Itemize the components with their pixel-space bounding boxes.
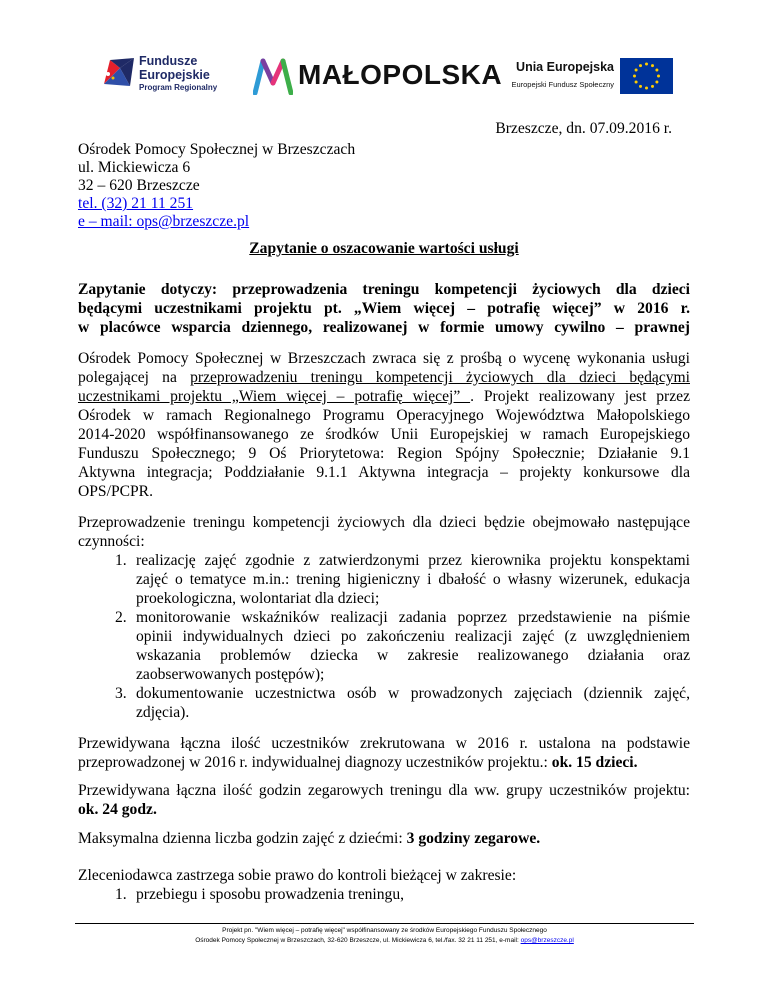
sender-city: 32 – 620 Brzeszcze <box>78 177 200 194</box>
project-name: uczestnikami projektu „Wiem więcej – potrafię więcej” <box>78 388 471 405</box>
control-paragraph <box>78 866 690 885</box>
list-item-number: 1. <box>115 886 127 903</box>
intro-line: Aktywna integracja; Poddziałanie 9.1.1 Aktywna integracja – projekty konkursowe dla <box>78 464 690 481</box>
list-item-line: opinii indywidualnych dzieci po zakończeniu realizacji zajęć (z uwzględnieniem <box>136 628 690 645</box>
malopolska-m-icon <box>253 57 293 95</box>
daily-hours: 3 godziny zegarowe. <box>406 830 541 847</box>
intro-line: OPS/PCPR. <box>78 483 153 500</box>
eu-logo <box>508 58 673 98</box>
sender-name: Ośrodek Pomocy Społecznej w Brzeszczach <box>78 141 356 158</box>
intro-paragraph <box>78 349 690 501</box>
footer-line-1: Projekt pn. "Wiem więcej – potrafię więcej" współfinansowany ze środków Europejskiego Funduszu Społecznego <box>222 927 547 934</box>
eu-line2: Europejski Fundusz Społeczny <box>511 80 614 89</box>
daily-paragraph <box>78 829 690 848</box>
scope-line: czynności: <box>78 533 145 550</box>
daily-line: Maksymalna dzienna liczba godzin zajęć z dziećmi: 3 godziny zegarowe. <box>78 830 541 847</box>
subject-paragraph <box>78 280 690 337</box>
participants-line: przeprowadzonej w 2016 r. indywidualnej diagnozy uczestników projektu.: ok. 15 dzieci. <box>78 754 638 771</box>
document-title: Zapytanie o oszacowanie wartości usługi <box>249 240 519 257</box>
intro-line: uczestnikami projektu „Wiem więcej – potrafię więcej” . Projekt realizowany jest przez <box>78 388 690 405</box>
list-item-number: 3. <box>115 685 127 702</box>
eu-line1: Unia Europejska <box>516 60 614 74</box>
subject-line: w placówce wsparcia dziennego, realizowanej w formie umowy cywilno – prawnej <box>78 319 690 336</box>
malopolska-text: MAŁOPOLSKA <box>298 59 503 90</box>
sender-street: ul. Mickiewicza 6 <box>78 159 191 176</box>
list-item-line: dokumentowanie uczestnictwa osób w prowadzonych zajęciach (dziennik zajęć, <box>136 685 690 702</box>
participants-line: Przewidywana łączna ilość uczestników zrekrutowana w 2016 r. ustalona na podstawie <box>78 735 690 752</box>
email-link[interactable]: e – mail: ops@brzeszcze.pl <box>78 213 250 230</box>
list-item-number: 1. <box>115 552 127 569</box>
list-item-line: monitorowanie wskaźników realizacji zadania poprzez przedstawienie na piśmie <box>136 609 690 626</box>
hours-line: Przewidywana łączna ilość godzin zegarowych treningu dla ww. grupy uczestników projektu: <box>78 782 690 799</box>
fe-line3: Program Regionalny <box>139 83 218 92</box>
fe-line2: Europejskie <box>139 68 210 82</box>
sender-address <box>78 141 355 231</box>
document-date: Brzeszcze, dn. 07.09.2016 r. <box>495 120 672 137</box>
list-item-line: wskazania problemów dziecka w zakresie realizowanego działania oraz <box>136 647 690 664</box>
fundusze-europejskie-logo <box>98 52 250 100</box>
fe-line1: Fundusze <box>139 54 198 68</box>
list-item-line: zdjęcia). <box>136 704 190 721</box>
participants-count: ok. 15 dzieci. <box>551 754 638 771</box>
list-item-line: realizację zajęć zgodnie z zatwierdzonymi przez kierownika projektu konspektami <box>136 552 690 569</box>
list-item-line: proekologiczna, wolontariat dla dzieci; <box>136 590 380 607</box>
participants-paragraph <box>78 734 690 772</box>
intro-line: polegającej na przeprowadzeniu treningu kompetencji życiowych dla dzieci będącymi <box>78 369 690 386</box>
subject-line: będącymi uczestnikami projektu pt. „Wiem więcej – potrafię więcej” w 2016 r. <box>78 300 690 317</box>
intro-line: Ośrodek Pomocy Społecznej w Brzeszczach zwraca się z prośbą o wycenę wykonania usługi <box>78 350 690 367</box>
control-line: Zleceniodawca zastrzega sobie prawo do kontroli bieżącej w zakresie: <box>78 867 517 884</box>
subject-line: Zapytanie dotyczy: przeprowadzenia treningu kompetencji życiowych dla dzieci <box>78 281 690 298</box>
phone-link[interactable]: tel. (32) 21 11 251 <box>78 195 194 212</box>
intro-line: Funduszu Społecznego; 9 Oś Priorytetowa: Region Spójny Społecznie; Działanie 9.1 <box>78 445 690 462</box>
intro-line: 2014-2020 współfinansowanego ze środków Unii Europejskiej w ramach Europejskiego <box>78 426 690 443</box>
hours-paragraph <box>78 781 690 819</box>
malopolska-logo <box>253 57 503 97</box>
eu-flag-icon <box>620 58 673 94</box>
hours-value: ok. 24 godz. <box>78 801 157 818</box>
list-item-line: zajęć o tematyce m.in.: trening higieniczny i dbałość o własny wizerunek, edukacja <box>136 571 690 588</box>
list-item-number: 2. <box>115 609 127 626</box>
scope-line: Przeprowadzenie treningu kompetencji życiowych dla dzieci będzie obejmowało następujące <box>78 514 690 531</box>
footer-divider <box>75 923 694 924</box>
service-description: przeprowadzeniu treningu kompetencji życiowych dla dzieci będącymi <box>190 369 690 386</box>
list-item-line: zaobserwowanych postępów); <box>136 666 325 683</box>
scope-paragraph <box>78 513 690 551</box>
intro-line: Ośrodek w ramach Regionalnego Programu Operacyjnego Województwa Małopolskiego <box>78 407 690 424</box>
footer-line-2: Ośrodek Pomocy Społecznej w Brzeszczach, 32-620 Brzeszcze, ul. Mickiewicza 6, tel./fax. 32 21 11 251, e-mail: ops@brzeszcze.pl <box>195 937 574 944</box>
list-item-line: przebiegu i sposobu prowadzenia treningu, <box>136 886 405 903</box>
fe-star-icon <box>98 54 136 90</box>
footer-email-link[interactable]: ops@brzeszcze.pl <box>520 937 574 944</box>
